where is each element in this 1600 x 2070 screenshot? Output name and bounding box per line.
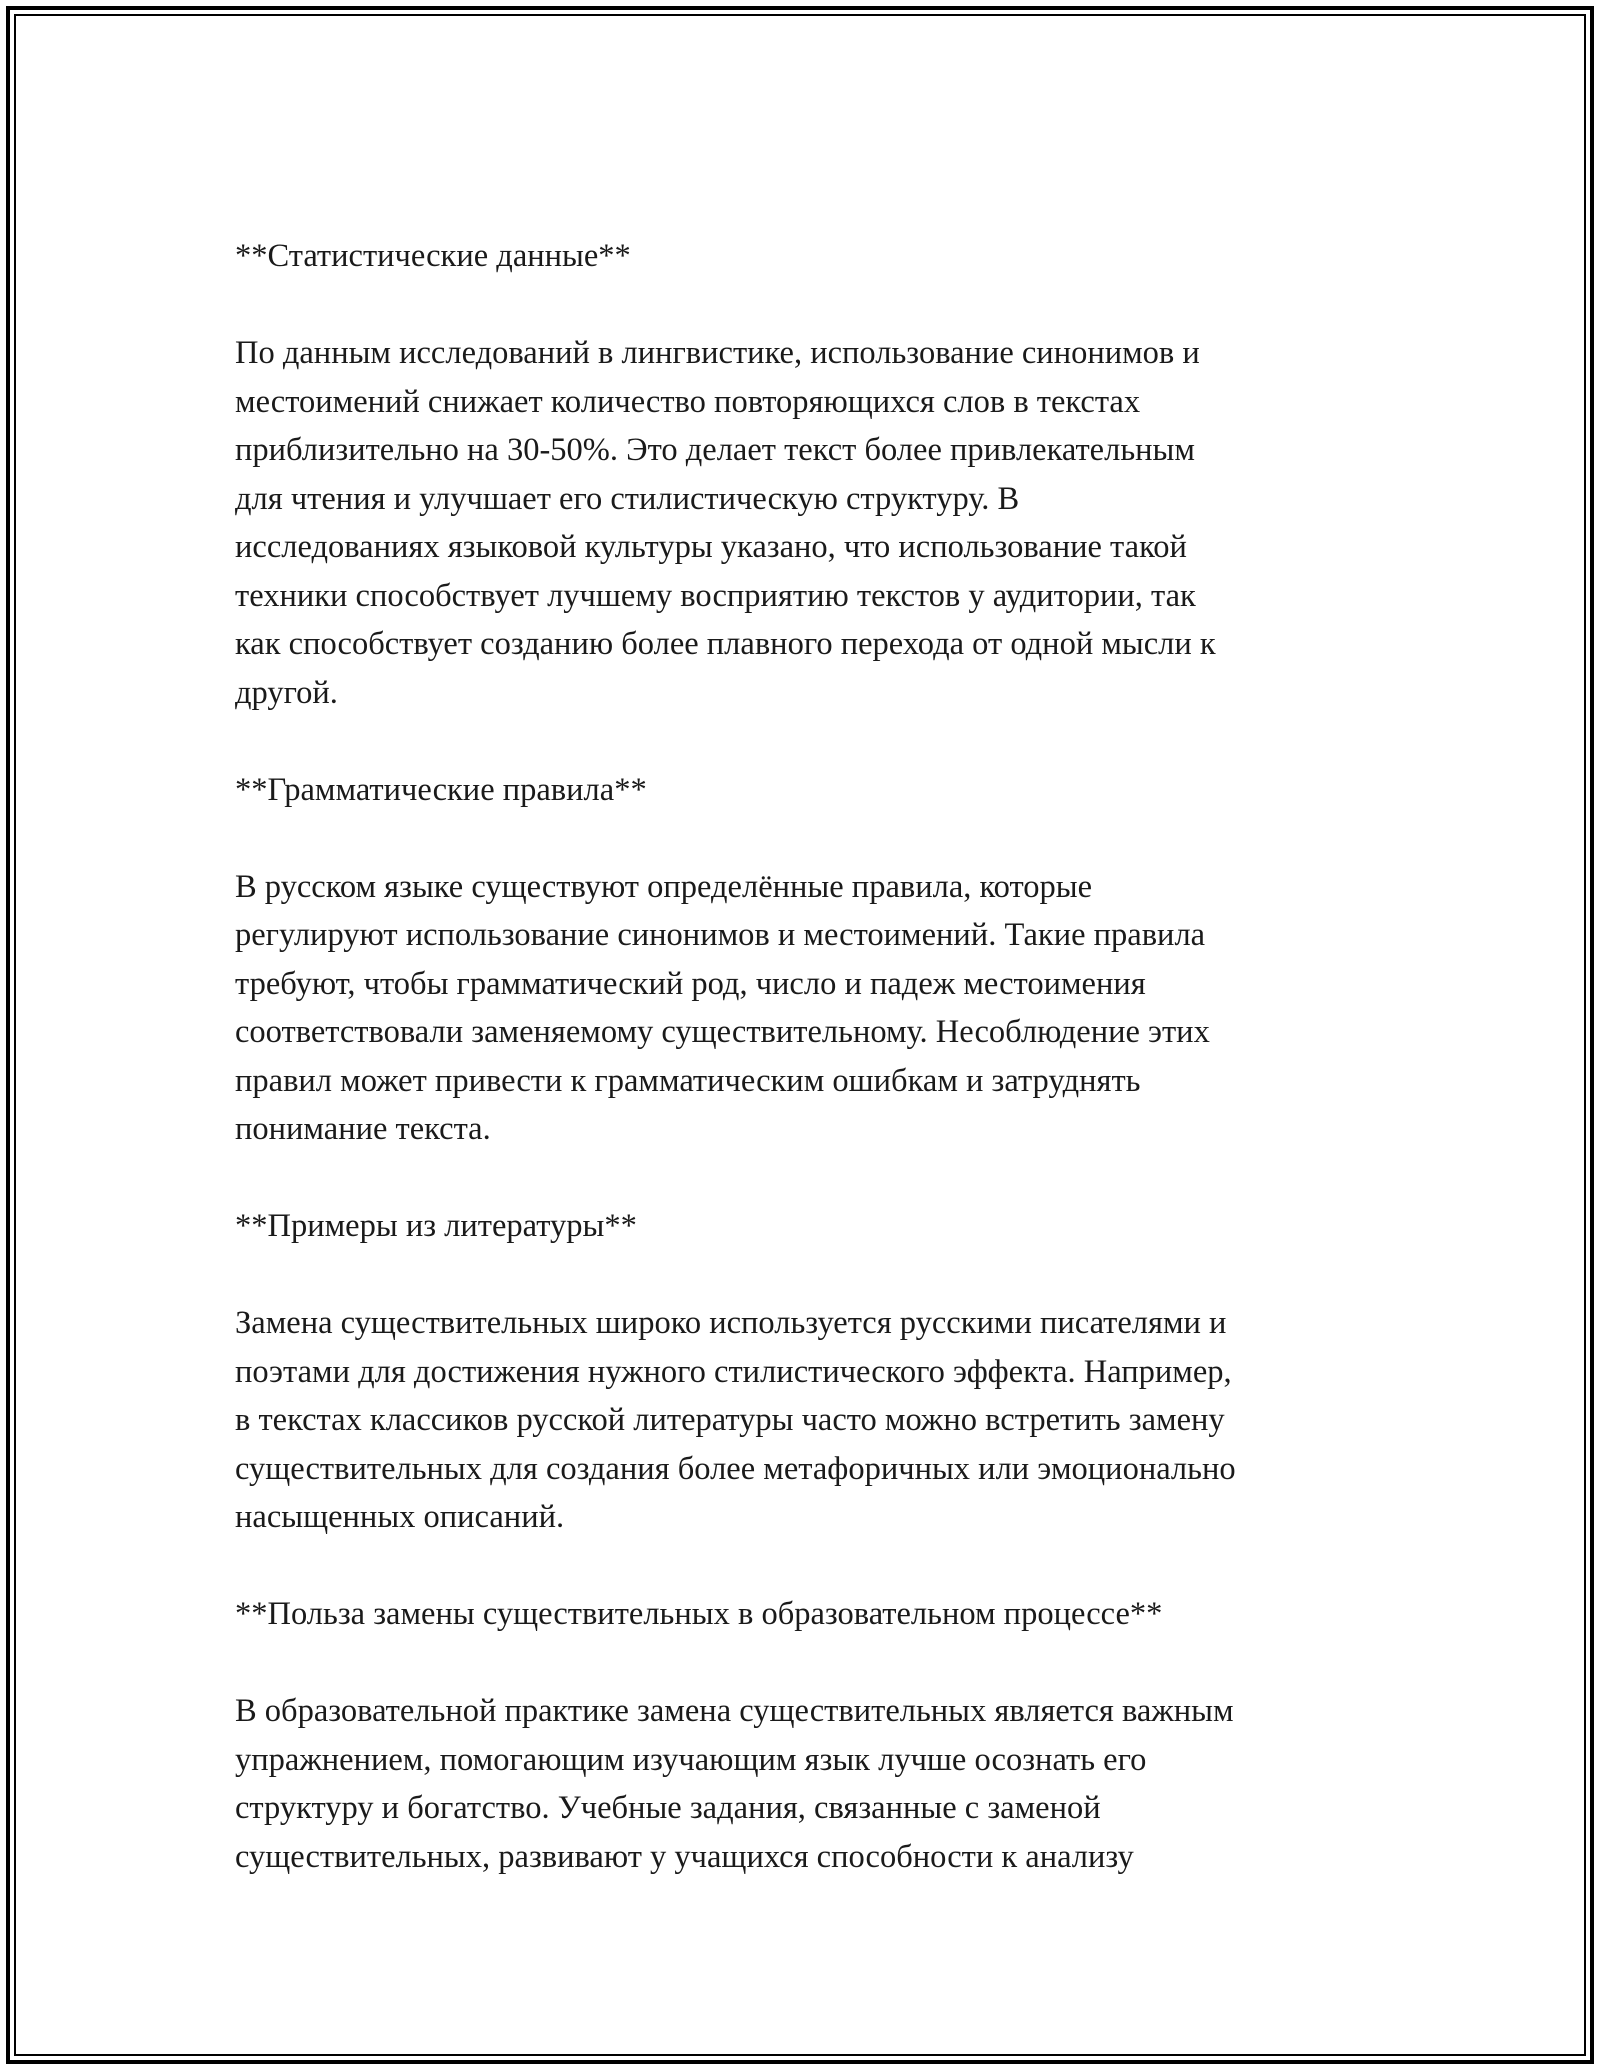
text-line: В русском языке существуют определённые правила, которые	[235, 868, 1092, 905]
section-paragraph	[235, 1299, 1385, 1542]
text-line: для чтения и улучшает его стилистическую структуру. В	[235, 480, 1020, 517]
text-line: соответствовали заменяемому существительному. Несоблюдение этих	[235, 1014, 1210, 1050]
section-paragraph	[235, 329, 1385, 717]
text-line: исследованиях языковой культуры указано, что использование такой	[235, 529, 1187, 565]
section-heading: **Примеры из литературы**	[235, 1208, 637, 1244]
text-line: насыщенных описаний.	[235, 1499, 565, 1535]
text-line: другой.	[235, 674, 338, 711]
text-line: В образовательной практике замена существительных является важным	[235, 1693, 1234, 1729]
text-line: техники способствует лучшему восприятию текстов у аудитории, так	[235, 577, 1196, 614]
text-line: приблизительно на 30-50%. Это делает текст более привлекательным	[235, 432, 1195, 468]
text-line: регулируют использование синонимов и местоимений. Такие правила	[235, 917, 1206, 953]
text-line: существительных, развивают у учащихся способности к анализу	[235, 1838, 1134, 1875]
text-line: в текстах классиков русской литературы часто можно встретить замену	[235, 1402, 1225, 1438]
section-paragraph	[235, 1687, 1385, 1881]
text-line: местоимений снижает количество повторяющихся слов в текстах	[235, 383, 1141, 420]
text-line: существительных для создания более метафоричных или эмоционально	[235, 1450, 1236, 1487]
text-line: упражнением, помогающим изучающим язык лучше осознать его	[235, 1741, 1147, 1778]
document-body	[235, 232, 1385, 1881]
section-paragraph	[235, 863, 1385, 1154]
section-heading: **Польза замены существительных в образовательном процессе**	[235, 1596, 1163, 1632]
text-line: По данным исследований в лингвистике, использование синонимов и	[235, 335, 1200, 371]
text-line: структуру и богатство. Учебные задания, связанные с заменой	[235, 1790, 1101, 1826]
section-heading: **Грамматические правила**	[235, 771, 647, 808]
text-line: понимание текста.	[235, 1111, 491, 1147]
text-line: как способствует созданию более плавного перехода от одной мысли к	[235, 626, 1216, 662]
section-heading: **Статистические данные**	[235, 238, 631, 274]
text-line: Замена существительных широко используется русскими писателями и	[235, 1305, 1227, 1341]
text-line: правил может привести к грамматическим ошибкам и затруднять	[235, 1062, 1141, 1099]
text-line: поэтами для достижения нужного стилистического эффекта. Например,	[235, 1353, 1232, 1390]
text-line: требуют, чтобы грамматический род, число и падеж местоимения	[235, 965, 1146, 1002]
